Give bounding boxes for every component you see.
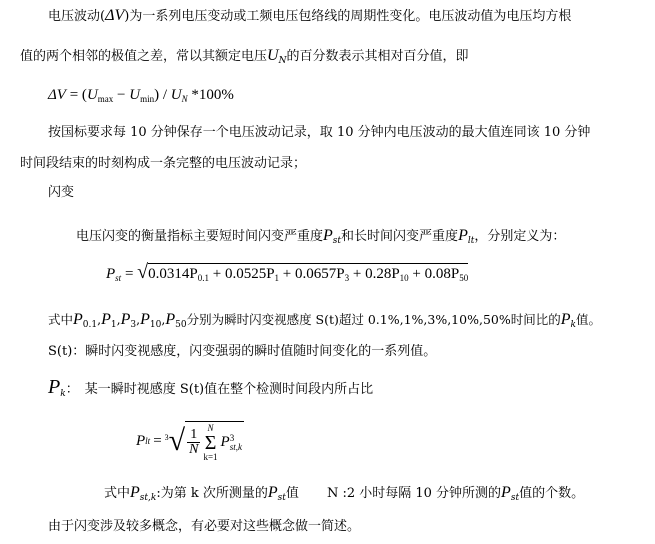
pk-subscript: k <box>60 389 66 399</box>
text-segment: 电压波动( <box>48 9 106 24</box>
paragraph-voltage-fluctuation-line1 <box>48 8 571 24</box>
eq2-sub: 10 <box>399 273 409 283</box>
un-symbol: U <box>267 47 279 64</box>
eq-div: ) / <box>154 87 171 103</box>
eq3-term: P <box>220 434 230 450</box>
summation <box>203 424 217 462</box>
heading-flicker: 闪变 <box>48 185 75 200</box>
equation-voltage-fluctuation <box>48 88 234 104</box>
fraction-1-over-n <box>187 428 200 457</box>
eq2-term: + 0.0657P <box>279 266 345 282</box>
p-symbol: P <box>101 311 111 328</box>
eq-percent: *100% <box>187 87 234 103</box>
text-segment: 电压闪变的衡量指标主要短时间闪变严重度 <box>76 229 324 244</box>
eq-min-sub: min <box>140 94 155 104</box>
text-segment: 式中 <box>104 486 131 501</box>
eq3-term-sub: st,k <box>229 441 242 452</box>
sum-lower: k=1 <box>203 451 218 462</box>
colon: ： <box>65 382 79 397</box>
text-segment: 值的个数。 <box>519 486 585 501</box>
paragraph-where-p: 式中$P_{0.1},P_1,P_3,P_{10},P_{50}$分别为瞬时闪变视感度 S(t)超过 0.1%,1%,3%,10%,50%时间比的$P_k$值。 <box>48 311 601 330</box>
eq2-sub: 3 <box>344 273 350 283</box>
eq2-lhs-sub: st <box>115 273 122 283</box>
text-segment: 值的两个相邻的极值之差，常以其额定电压 <box>20 49 268 64</box>
pk-symbol: P <box>48 376 61 398</box>
cube-root-symbol: √ <box>168 424 186 457</box>
eq2-lhs: P <box>106 266 116 282</box>
p-symbol: P <box>140 311 150 328</box>
pst-subscript: st <box>277 493 286 503</box>
eq-lhs: ΔV <box>48 87 66 103</box>
sqrt-radicand <box>148 263 468 282</box>
frac-denominator: N <box>189 442 199 457</box>
paragraph-summary: 由于闪变涉及较多概念，有必要对这些概念做一简述。 <box>48 519 361 534</box>
paragraph-record-line2: 时间段结束的时刻构成一条完整的电压波动记录； <box>20 156 307 171</box>
eq3-root-index: 3 <box>164 433 169 442</box>
equation-pst <box>106 262 468 283</box>
pk-symbol: P <box>560 311 571 328</box>
eq2-term: + 0.28P <box>349 266 400 282</box>
cube-root-radicand <box>185 421 244 462</box>
text-segment: 值。 <box>575 312 601 327</box>
eq2-equals: = <box>121 266 138 282</box>
p-sub: 50 <box>175 320 187 330</box>
eq2-term: + 0.08P <box>408 266 460 282</box>
paragraph-flicker-indices <box>76 228 565 246</box>
eq-un: U <box>170 87 182 103</box>
p-sub: 0.1 <box>82 320 98 330</box>
paragraph-pk-definition <box>48 377 373 399</box>
text-segment: 分别为瞬时闪变视感度 S(t)超过 0.1%,1%,3%,10%,50%时间比的 <box>186 312 561 327</box>
text-segment: 和长时间闪变严重度 <box>341 229 459 244</box>
pst-symbol: P <box>323 227 333 244</box>
text-segment: ，分别定义为： <box>474 229 566 244</box>
p-sub: 3 <box>130 320 137 330</box>
eq3-term-scripts <box>230 434 242 452</box>
p-sub: 10 <box>149 320 162 330</box>
text-segment: :为第 k 次所测量的 <box>156 486 268 501</box>
eq-minus: − <box>113 87 130 103</box>
pst-symbol: P <box>267 484 278 501</box>
paragraph-record-line1: 按国标要求每 10 分钟保存一个电压波动记录，取 10 分钟内电压波动的最大值连同该 10 分钟 <box>48 125 591 140</box>
pst-subscript: st <box>332 236 342 246</box>
text-segment: 某一瞬时视感度 S(t)值在整个检测时间段内所占比 <box>84 382 374 397</box>
eq-max-sub: max <box>97 94 114 104</box>
text-segment: )为一系列电压变动或工频电压包络线的周期性变化。电压波动值为电压均方根 <box>124 9 572 24</box>
text-segment: 的百分数表示其相对百分值，即 <box>286 49 469 64</box>
pst-symbol: P <box>501 484 511 501</box>
p-sub: 1 <box>110 320 117 330</box>
un-subscript: N <box>278 56 287 66</box>
eq2-sub: 1 <box>274 273 280 283</box>
sum-upper: N <box>207 422 214 433</box>
sqrt-symbol: √ <box>137 261 149 283</box>
p-symbol: P <box>165 311 176 328</box>
eq-umin: U <box>129 87 141 103</box>
eq3-term-sup: 3 <box>229 432 235 443</box>
pstk-symbol: P <box>130 484 140 501</box>
eq2-sub: 50 <box>459 273 469 283</box>
eq3-lhs: P <box>136 432 146 449</box>
eq2-term: 0.0314P <box>148 266 198 282</box>
eq-umax: U <box>86 87 98 103</box>
paragraph-st-definition: S(t)：瞬时闪变视感度，闪变强弱的瞬时值随时间变化的一系列值。 <box>48 344 437 359</box>
text-segment: 式中 <box>48 312 74 327</box>
eq-n-sub: N <box>181 94 188 104</box>
eq-open: = ( <box>65 87 87 103</box>
text-segment: 值 <box>285 486 299 501</box>
plt-symbol: P <box>458 227 468 244</box>
pk-subscript: k <box>570 320 576 330</box>
pstk-subscript: st,k <box>139 493 157 503</box>
frac-numerator: 1 <box>187 428 200 443</box>
p-symbol: P <box>73 311 83 328</box>
p-symbol: P <box>120 311 131 328</box>
text-segment: N :2 小时每隔 10 分钟所测的 <box>326 486 502 501</box>
eq2-sub: 0.1 <box>197 273 209 283</box>
paragraph-voltage-fluctuation-line2 <box>20 48 468 66</box>
sigma-symbol: Σ <box>204 431 217 454</box>
paragraph-where-pstk <box>104 485 584 503</box>
eq3-equals: = <box>153 432 162 449</box>
delta-v-symbol: ΔV <box>105 7 125 24</box>
equation-plt <box>136 418 244 464</box>
pst-subscript: st <box>510 493 520 503</box>
eq2-term: + 0.0525P <box>208 266 275 282</box>
eq3-lhs-sub: lt <box>145 435 151 446</box>
plt-subscript: lt <box>467 236 475 246</box>
